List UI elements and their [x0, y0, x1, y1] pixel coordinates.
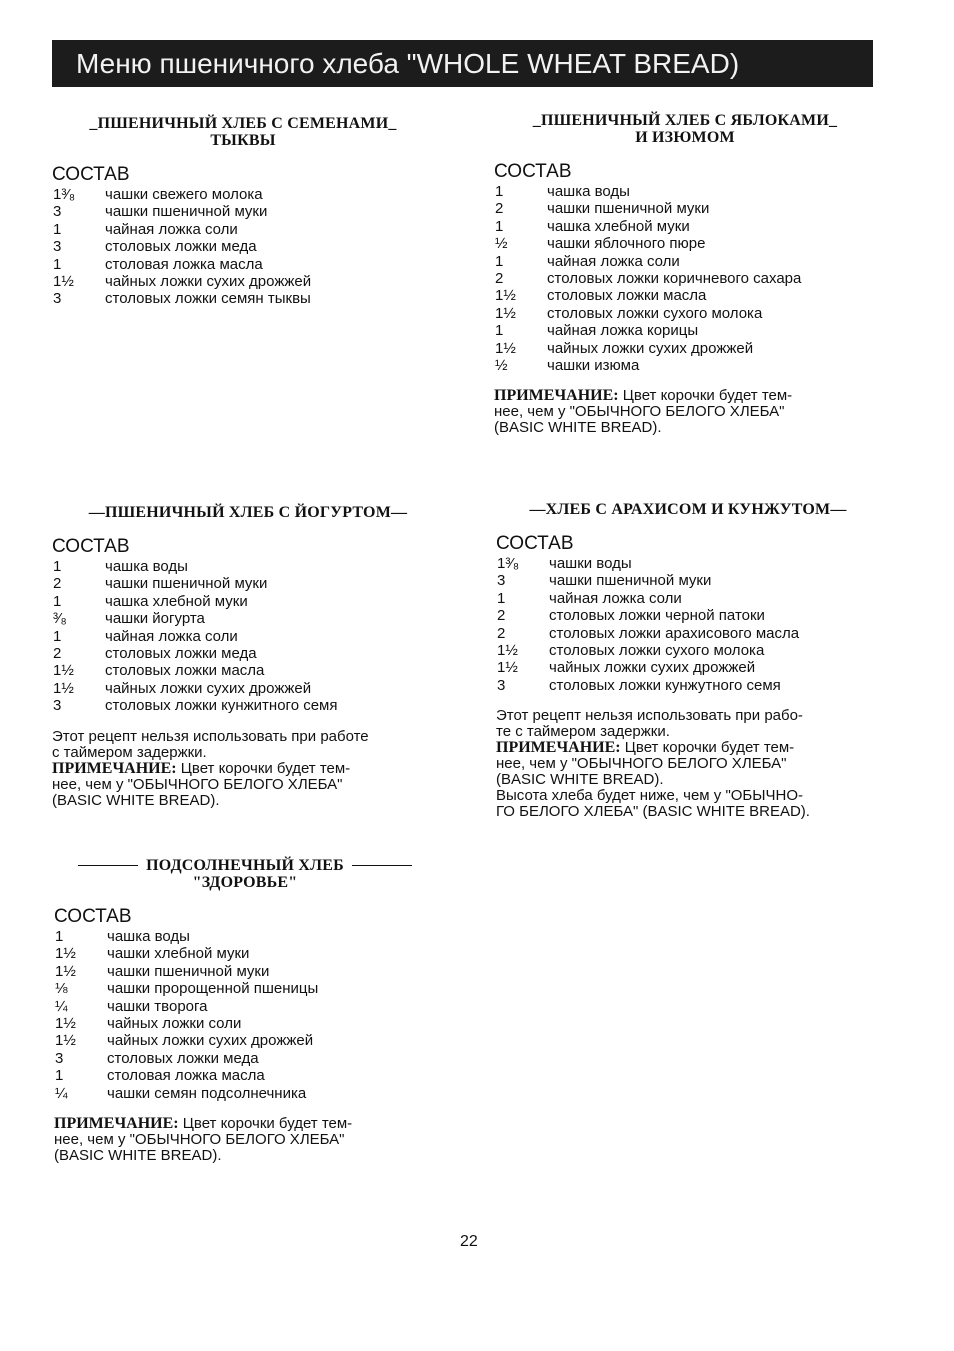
ingredient-quantity: 1½: [55, 962, 76, 980]
ingredient-quantity: 1½: [495, 339, 516, 357]
ingredient-row: [52, 203, 434, 220]
note-label: ПРИМЕЧАНИЕ:: [52, 759, 177, 777]
ingredient-list: [52, 186, 434, 308]
ingredient-text: чашка воды: [105, 558, 188, 575]
note-line: Цвет корочки будет тем-: [622, 387, 793, 405]
note-line: (BASIC WHITE BREAD).: [496, 771, 664, 789]
ingredient-text: столовых ложки черной патоки: [549, 607, 765, 625]
ingredient-quantity: ¼: [55, 1084, 68, 1102]
ingredient-row: [496, 642, 880, 659]
recipe-title: —ПШЕНИЧНЫЙ ХЛЕБ С ЙОГУРТОМ—: [88, 504, 408, 521]
ingredient-quantity: 1: [55, 928, 64, 945]
ingredient-text: чашки хлебной муки: [107, 945, 250, 963]
ingredient-quantity: ½: [495, 235, 508, 253]
ingredient-text: чашка хлебной муки: [547, 217, 690, 235]
ingredient-text: чайная ложка корицы: [547, 322, 699, 340]
ingredient-text: чашки свежего молока: [105, 186, 263, 203]
recipe-title-line2: "ЗДОРОВЬЕ": [192, 874, 298, 891]
note-line: нее, чем у "ОБЫЧНОГО БЕЛОГО ХЛЕБА": [52, 775, 343, 793]
ingredient-quantity: 1: [495, 252, 504, 270]
ingredient-quantity: 3: [497, 676, 506, 694]
ingredient-quantity: 2: [495, 200, 504, 218]
recipe-peanut-sesame: [496, 501, 880, 820]
ingredient-text: чайных ложки сухих дрожжей: [107, 1032, 314, 1050]
ingredient-row: [496, 659, 880, 676]
ingredient-text: столовых ложки масла: [547, 287, 707, 305]
ingredient-row: [54, 980, 436, 997]
note-label: ПРИМЕЧАНИЕ:: [494, 387, 619, 405]
title-rule: [78, 865, 138, 866]
ingredient-text: чашки пшеничной муки: [105, 575, 268, 593]
recipe-apple-raisin: [494, 112, 876, 436]
ingredient-quantity: 1³⁄₈: [497, 555, 520, 572]
ingredient-row: [52, 593, 444, 610]
ingredient-row: [494, 235, 876, 252]
ingredient-quantity: 2: [53, 575, 62, 593]
ingredient-quantity: 1½: [53, 679, 74, 697]
ingredient-quantity: 1: [497, 589, 506, 607]
ingredient-row: [52, 645, 444, 662]
ingredient-quantity: 3: [53, 290, 62, 308]
pre-note-line: те с таймером задержки.: [496, 723, 670, 741]
ingredient-row: [496, 607, 880, 624]
ingredients-heading: СОСТАВ: [52, 164, 130, 185]
ingredient-quantity: 1½: [495, 304, 516, 322]
ingredient-row: [54, 1085, 436, 1102]
ingredient-text: чашки изюма: [547, 357, 640, 375]
ingredient-text: чайная ложка соли: [105, 220, 238, 238]
note-line: нее, чем у "ОБЫЧНОГО БЕЛОГО ХЛЕБА": [54, 1131, 345, 1149]
ingredient-text: столовых ложки коричневого сахара: [547, 270, 802, 288]
ingredient-quantity: 1½: [497, 659, 518, 677]
ingredient-text: чайная ложка соли: [547, 252, 680, 270]
ingredient-text: чашки семян подсолнечника: [107, 1084, 307, 1102]
ingredient-row: [52, 697, 444, 714]
ingredient-text: чайных ложки соли: [107, 1015, 242, 1033]
ingredient-quantity: ⅛: [55, 980, 68, 998]
note-line: Цвет корочки будет тем-: [180, 759, 351, 777]
ingredient-text: столовых ложки меда: [105, 238, 257, 256]
ingredient-quantity: 1½: [497, 642, 518, 660]
ingredient-row: [494, 340, 876, 357]
ingredient-text: чашки пшеничной муки: [547, 200, 710, 218]
ingredient-row: [494, 200, 876, 217]
ingredient-quantity: 3: [53, 238, 62, 256]
ingredient-row: [52, 558, 444, 575]
ingredient-quantity: 1½: [55, 945, 76, 963]
ingredient-row: [54, 998, 436, 1015]
ingredient-text: чашки пророщенной пшеницы: [107, 980, 319, 998]
ingredients-heading: СОСТАВ: [54, 906, 132, 927]
ingredient-text: столовая ложка масла: [105, 255, 263, 273]
ingredient-text: чашки йогурта: [105, 610, 205, 628]
ingredient-text: чашки яблочного пюре: [547, 235, 706, 253]
ingredient-text: столовых ложки сухого молока: [549, 642, 765, 660]
ingredient-text: столовых ложки арахисового масла: [549, 624, 800, 642]
ingredient-text: чашки творога: [107, 997, 208, 1015]
ingredient-row: [494, 183, 876, 200]
recipe-title-line2: И ИЗЮМОМ: [635, 129, 735, 146]
ingredient-row: [496, 590, 880, 607]
ingredient-text: чашка хлебной муки: [105, 592, 248, 610]
ingredient-quantity: 1: [53, 627, 62, 645]
ingredient-row: [52, 628, 444, 645]
ingredient-row: [52, 221, 434, 238]
note-line: (BASIC WHITE BREAD).: [494, 419, 662, 437]
recipe-title-line1: ПШЕНИЧНЫЙ ХЛЕБ С ЯБЛОКАМИ: [540, 112, 829, 129]
ingredient-text: чашки пшеничной муки: [107, 962, 270, 980]
ingredient-quantity: ³⁄₈: [53, 610, 67, 628]
ingredient-row: [54, 945, 436, 962]
title-rule: [352, 865, 412, 866]
ingredient-row: [496, 572, 880, 589]
ingredient-row: [52, 186, 434, 203]
note-line: Цвет корочки будет тем-: [182, 1115, 353, 1133]
recipe-yogurt: [52, 504, 444, 809]
ingredient-text: чашки пшеничной муки: [549, 572, 712, 590]
ingredient-row: [54, 1015, 436, 1032]
ingredient-quantity: 2: [53, 645, 62, 663]
ingredient-quantity: 3: [55, 1049, 64, 1067]
ingredient-row: [54, 1050, 436, 1067]
ingredient-row: [52, 610, 444, 627]
ingredient-quantity: 1³⁄₈: [53, 186, 76, 203]
section-banner: Меню пшеничного хлеба "WHOLE WHEAT BREAD): [52, 40, 873, 87]
recipe-note: [52, 729, 444, 809]
ingredient-text: столовых ложки меда: [107, 1049, 259, 1067]
ingredient-quantity: ½: [495, 357, 508, 375]
note-label: ПРИМЕЧАНИЕ:: [54, 1115, 179, 1133]
ingredient-quantity: 1: [495, 183, 504, 200]
ingredient-text: чайных ложки сухих дрожжей: [105, 273, 312, 291]
ingredient-quantity: 1½: [53, 273, 74, 291]
ingredient-quantity: 1½: [495, 287, 516, 305]
ingredient-row: [494, 270, 876, 287]
ingredient-quantity: 3: [53, 203, 62, 221]
note-line: (BASIC WHITE BREAD).: [54, 1147, 222, 1165]
ingredient-quantity: 1: [495, 217, 504, 235]
ingredient-text: чашка воды: [547, 183, 630, 200]
ingredient-quantity: 1: [53, 255, 62, 273]
ingredient-quantity: 1: [53, 558, 62, 575]
ingredient-quantity: 2: [497, 607, 506, 625]
ingredient-quantity: 2: [495, 270, 504, 288]
note-line: ГО БЕЛОГО ХЛЕБА" (BASIC WHITE BREAD).: [496, 803, 810, 821]
ingredient-text: чашка воды: [107, 928, 190, 945]
ingredient-row: [54, 963, 436, 980]
note-line: нее, чем у "ОБЫЧНОГО БЕЛОГО ХЛЕБА": [494, 403, 785, 421]
note-label: ПРИМЕЧАНИЕ:: [496, 739, 621, 757]
note-line: (BASIC WHITE BREAD).: [52, 791, 220, 809]
ingredient-row: [496, 625, 880, 642]
ingredient-text: столовых ложки меда: [105, 645, 257, 663]
ingredient-row: [494, 253, 876, 270]
ingredient-list: [54, 928, 436, 1102]
note-line: Цвет корочки будет тем-: [624, 739, 795, 757]
ingredient-row: [52, 238, 434, 255]
ingredient-row: [494, 357, 876, 374]
ingredient-list: [494, 183, 876, 374]
recipe-note: [496, 708, 880, 820]
page-number: 22: [460, 1233, 478, 1250]
recipe-title: _ПШЕНИЧНЫЙ ХЛЕБ С СЕМЕНАМИ_ ТЫКВЫ: [52, 115, 434, 149]
ingredient-row: [54, 928, 436, 945]
ingredient-text: столовых ложки сухого молока: [547, 304, 763, 322]
pre-note-line: Этот рецепт нельзя использовать при работе: [52, 727, 369, 745]
ingredient-row: [496, 555, 880, 572]
pre-note-line: Этот рецепт нельзя использовать при рабо-: [496, 707, 803, 725]
ingredient-text: чашки пшеничной муки: [105, 203, 268, 221]
ingredient-row: [54, 1067, 436, 1084]
ingredient-quantity: 1: [495, 322, 504, 340]
ingredient-quantity: 2: [497, 624, 506, 642]
ingredient-row: [52, 290, 434, 307]
recipe-title-line1: ПШЕНИЧНЫЙ ХЛЕБ С СЕМЕНАМИ: [97, 115, 389, 132]
ingredient-text: чайных ложки сухих дрожжей: [547, 339, 754, 357]
ingredient-quantity: 1½: [53, 662, 74, 680]
recipe-title-line1: ПШЕНИЧНЫЙ ХЛЕБ С ЙОГУРТОМ: [105, 504, 391, 521]
ingredient-quantity: 3: [53, 697, 62, 715]
recipe-title: —ХЛЕБ С АРАХИСОМ И КУНЖУТОМ—: [529, 501, 847, 518]
recipe-title-line2: ТЫКВЫ: [210, 132, 276, 149]
ingredient-quantity: ¼: [55, 997, 68, 1015]
ingredient-row: [52, 680, 444, 697]
note-line: Высота хлеба будет ниже, чем у "ОБЫЧНО-: [496, 787, 804, 805]
recipe-note: [54, 1116, 436, 1164]
recipe-title: [54, 857, 436, 891]
recipe-note: [494, 388, 876, 436]
ingredient-quantity: 1: [53, 592, 62, 610]
ingredient-text: чайных ложки сухих дрожжей: [105, 679, 312, 697]
recipe-title-line1: ПОДСОЛНЕЧНЫЙ ХЛЕБ: [146, 857, 344, 874]
ingredient-row: [496, 677, 880, 694]
ingredient-quantity: 1½: [55, 1032, 76, 1050]
recipe-pumpkin-seed: [52, 115, 434, 308]
ingredient-text: столовая ложка масла: [107, 1067, 265, 1085]
ingredient-quantity: 1½: [55, 1015, 76, 1033]
recipe-title-line1: ХЛЕБ С АРАХИСОМ И КУНЖУТОМ: [545, 501, 831, 518]
ingredients-heading: СОСТАВ: [496, 533, 574, 554]
recipe-title: _ПШЕНИЧНЫЙ ХЛЕБ С ЯБЛОКАМИ_ И ИЗЮМОМ: [494, 112, 876, 146]
ingredient-text: чашки воды: [549, 555, 632, 572]
ingredient-row: [494, 322, 876, 339]
ingredients-heading: СОСТАВ: [52, 536, 130, 557]
ingredient-text: столовых ложки кунжутного семя: [549, 676, 781, 694]
ingredient-row: [52, 256, 434, 273]
ingredient-list: [496, 555, 880, 694]
ingredient-text: столовых ложки семян тыквы: [105, 290, 311, 308]
pre-note-line: с таймером задержки.: [52, 743, 207, 761]
ingredient-text: чайных ложки сухих дрожжей: [549, 659, 756, 677]
ingredient-row: [494, 305, 876, 322]
recipe-sunflower: [54, 857, 436, 1164]
ingredient-quantity: 1: [55, 1067, 64, 1085]
ingredient-row: [494, 287, 876, 304]
ingredient-list: [52, 558, 444, 715]
ingredient-quantity: 3: [497, 572, 506, 590]
ingredient-row: [494, 218, 876, 235]
ingredient-row: [52, 575, 444, 592]
ingredient-row: [52, 662, 444, 679]
ingredient-text: столовых ложки масла: [105, 662, 265, 680]
ingredient-row: [52, 273, 434, 290]
ingredient-text: столовых ложки кунжитного семя: [105, 697, 338, 715]
ingredient-row: [54, 1032, 436, 1049]
ingredient-quantity: 1: [53, 220, 62, 238]
ingredient-text: чайная ложка соли: [105, 627, 238, 645]
ingredient-text: чайная ложка соли: [549, 589, 682, 607]
note-line: нее, чем у "ОБЫЧНОГО БЕЛОГО ХЛЕБА": [496, 755, 787, 773]
ingredients-heading: СОСТАВ: [494, 161, 572, 182]
